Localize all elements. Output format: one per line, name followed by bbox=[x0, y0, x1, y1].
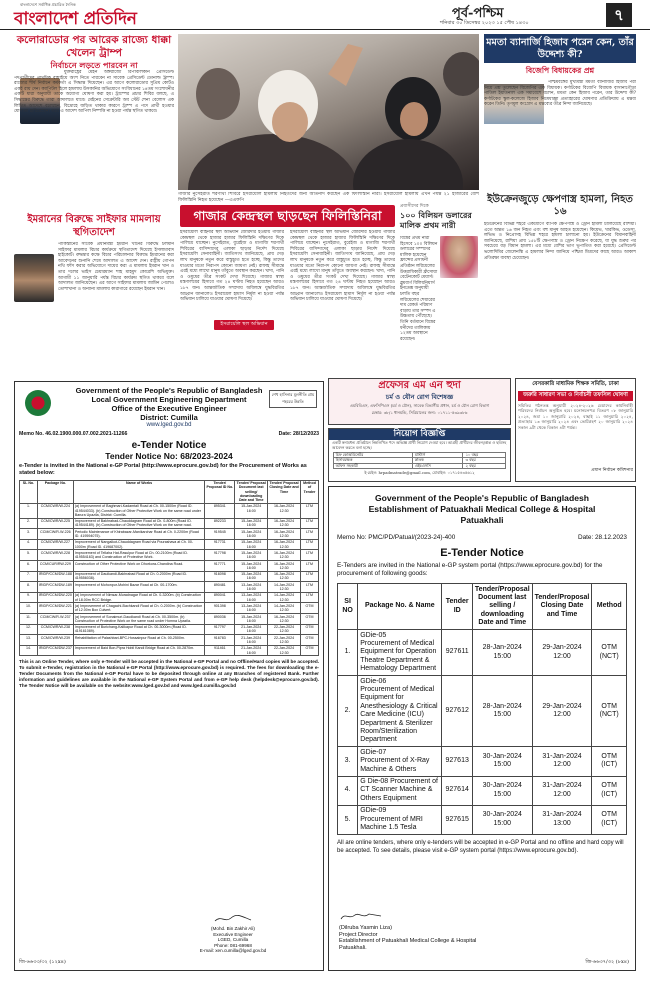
page-date: শনিবার ৩০ ডিসেম্বর ২০২৩ ১৫ পৌষ ১৪৩০ bbox=[440, 20, 529, 26]
table-cell: 14-Jan-2024 12:30 bbox=[268, 582, 301, 593]
lged-org: Local Government Engineering Department bbox=[91, 395, 247, 404]
billionaire-kicker: প্রবাসীদের দিকে bbox=[400, 204, 429, 209]
recruitment-contact: ই-মেইল: hrpadmatrade@gmail.com, মোবাইল: ০১৭১৫৪৩৫৬১২ bbox=[364, 470, 475, 476]
table-cell: 9. bbox=[20, 592, 38, 603]
pmc-city: Patuakhali bbox=[460, 515, 504, 525]
table-cell: G Die-08 Procurement of CT Scanner Machine & Others Equipment bbox=[358, 776, 442, 805]
mamata-headline: মমতা ব্যানার্জি হিজাব পরেন কেন, তাঁর উদ্দেশ্য কী? bbox=[486, 37, 634, 60]
mamata-headline-box bbox=[484, 34, 636, 63]
lged-website: www.lged.gov.bd bbox=[146, 422, 192, 428]
pmc-header-cell: Tender ID bbox=[442, 584, 472, 630]
table-cell: 22-Jan-2024 12:30 bbox=[268, 635, 301, 646]
lged-signature-icon bbox=[213, 914, 253, 924]
table-cell: (a) Improvement of Sonaimuri-Daudkandi Road at Ch. 00-3500m. (b) Construction of Protective Work on the same road under Homna Upazila. bbox=[73, 613, 205, 624]
pmc-footer: All are online tenders, where only e-tenders will be accepted in e-GP Portal and no offline and hard copy will be accepted. To see details, please visit e-GP system portal (https://www.eprocure.gov.bd). bbox=[337, 839, 624, 854]
table-cell: 5. bbox=[20, 550, 38, 561]
pmc-title: E-Tender Notice bbox=[440, 547, 524, 559]
table-cell: 895341 bbox=[205, 503, 235, 518]
table-cell: 916098 bbox=[205, 571, 235, 582]
trump-body: যুক্তরাষ্ট্রের মেইন অঙ্গরাজ্যে রিপাবলিকান প্রেসিডেন্ট পদপ্রার্থীদের প্রাথমিক বাছাইয়ে অংশ নিতে পারবেন না সাবেক প্রেসিডেন্ট ডোনাল্ড ট্রাম্প। রাজ্যের শীর্ষ নির্বাচন কর্মকর্তা এ সিদ্ধান্ত দিয়েছেন। এর আগে কলোরাডোর সুপ্রিম কোর্টও একই রায় দেন। ক্যাপিটল হিলে হামলায় উসকানির অভিযোগে সংবিধানের ১৪তম সংশোধনীর একটি ধারা অনুযায়ী তাকে অযোগ্য ঘোষণা করা হয়। ট্রাম্পের প্রচার শিবির বলছে, এ সিদ্ধান্তের বিরুদ্ধে তারা আদালতে যাবে। মেইনের সেক্রেটারি অব স্টেট শেনা বেলোস এক লিখিত আদেশে বলেছেন, বিদ্রোহে জড়িত থাকার কারণে ট্রাম্প এ পদে প্রার্থী হওয়ার যোগ্যতা হারিয়েছেন। তবে এ আদেশ আপিল নিষ্পত্তি না হওয়া পর্যন্ত স্থগিত থাকবে। bbox=[14, 70, 174, 115]
table-cell: 28-Jan-2024 15:00 bbox=[472, 676, 532, 747]
table-cell: 30-Jan-2024 15:00 bbox=[472, 805, 532, 834]
lged-gov: Government of the People's Republic of Bangladesh bbox=[75, 386, 263, 395]
table-cell: ৩ বছর bbox=[463, 458, 506, 464]
table-cell: 12. bbox=[20, 624, 38, 635]
table-cell: 919545 bbox=[205, 529, 235, 540]
table-cell: 15-Jan-2024 16:00 bbox=[235, 571, 268, 582]
table-cell: 927614 bbox=[442, 776, 472, 805]
table-cell: 4. bbox=[20, 539, 38, 550]
table-cell: 927615 bbox=[442, 805, 472, 834]
election-body: সমিতির গঠনতন্ত্র অনুযায়ী ২০২৪-২০২৬ মেয়াদের কার্যনির্বাহী পরিষদের নির্বাচন অনুষ্ঠিত হবে। মনোনয়নপত্র বিতরণ ০৮ জানুয়ারি ২০২৪, জমা ১০ জানুয়ারি ২০২৪, বাছাই ১১ জানুয়ারি ২০২৪, প্রত্যাহার ১৩ জানুয়ারি ২০২৪ এবং ভোটগ্রহণ ২০ জানুয়ারি ২০২৪ সকাল ৯টা থেকে বিকাল ৪টা পর্যন্ত। bbox=[518, 403, 633, 430]
billionaire-body: বিশ্বের প্রথম নারী হিসেবে ১০০ বিলিয়ন ডলারের সম্পদের মালিক হয়েছেন ফ্রান্সের প্রসাধনী প্রতিষ্ঠান লরিয়েলের উত্তরাধিকারী ফ্রঁসোয়া বেটেনকোর্ট মেয়ার্স। ব্লুমবার্গ বিলিয়নিয়ার্স ইনডেক্স অনুযায়ী চলতি বছর লরিয়েলের শেয়ারের দাম রেকর্ড পরিমাণ বাড়ায় তার সম্পদ এ উচ্চতায় পৌঁছেছে। তিনি বর্তমানে বিশ্বের ধনীদের তালিকায় ১২তম অবস্থানে রয়েছেন। bbox=[400, 236, 438, 342]
table-row bbox=[20, 503, 319, 518]
table-cell: 3. bbox=[20, 529, 38, 540]
table-cell: 14-Jan-2024 12:30 bbox=[268, 592, 301, 603]
table-cell: OTM (ICT) bbox=[592, 747, 627, 776]
table-cell: 16-Jan-2024 12:30 bbox=[268, 613, 301, 624]
table-cell: GDie-09 Procurement of MRI Machine 1.5 Tesla bbox=[358, 805, 442, 834]
table-cell: এইচএসসি bbox=[412, 463, 463, 469]
newspaper-logo: বাংলাদেশে সর্বাধিক প্রচারিত দৈনিক বাংলাদেশ প্রতিদিন bbox=[14, 2, 137, 29]
table-cell: OTM (ICT) bbox=[592, 776, 627, 805]
table-cell: 16-Jan-2024 12:30 bbox=[268, 518, 301, 529]
table-row bbox=[20, 613, 319, 624]
pmc-header-cell: Package No. & Name bbox=[358, 584, 442, 630]
table-cell: 890481 bbox=[205, 582, 235, 593]
table-cell: 927612 bbox=[442, 676, 472, 747]
lged-header-cell: SL No. bbox=[20, 480, 38, 503]
table-row bbox=[338, 776, 627, 805]
table-cell: Improvement of Tellaha Hat-Rasulpur Road at Ch. 00-2100m (Road ID. 419554163) and Construction of Protective Work. bbox=[73, 550, 205, 561]
gaza-headline: গাজার কেন্দ্রস্থল ছাড়ছেন ফিলিস্তিনিরা bbox=[193, 208, 382, 223]
table-cell: 2. bbox=[338, 676, 358, 747]
table-cell: OTM bbox=[301, 624, 319, 635]
lged-district: District: Cumilla bbox=[140, 413, 198, 422]
table-cell: GDie-07 Procurement of X-Ray Machine & Others bbox=[358, 747, 442, 776]
table-cell: 31-Jan-2024 13:00 bbox=[532, 805, 592, 834]
table-cell: 30-Jan-2024 15:00 bbox=[472, 776, 532, 805]
page-number: ৭ bbox=[606, 3, 632, 27]
lged-sign-phone: Phone: 081-69968 bbox=[214, 942, 252, 948]
lged-header-cell: Package No. bbox=[37, 480, 73, 503]
pmc-sign-city: Patuakhali. bbox=[339, 945, 367, 952]
table-cell: 21-Jan-2024 16:00 bbox=[235, 645, 268, 656]
table-cell: 1. bbox=[338, 630, 358, 676]
table-cell: 917797 bbox=[205, 624, 235, 635]
table-cell: 4. bbox=[338, 776, 358, 805]
table-row bbox=[20, 582, 319, 593]
ukraine-body: ইউক্রেনের বিভিন্ন শহরে একযোগে ব্যাপক ক্ষেপণাস্ত্র ও ড্রোন হামলা চালিয়েছে রাশিয়া। এতে অন্তত ১৬ জন নিহত এবং বহু মানুষ আহত হয়েছেন। কিয়েভ, খারকিভ, ওডেসা, লভিভ ও নিপ্রোসহ বিভিন্ন শহরে হামলা চালানো হয়। ইউক্রেনের বিমানবাহিনী জানিয়েছে, রাশিয়া প্রায় ১৫৮টি ক্ষেপণাস্ত্র ও ড্রোন নিক্ষেপ করেছে, যা যুদ্ধ শুরুর পর সবচেয়ে বড় বিমান হামলা। এর মধ্যে বেশির ভাগ ভূপাতিত করা হয়েছে। প্রেসিডেন্ট ভলোদিমির জেলেনস্কি এ হামলার নিন্দা জানিয়ে পশ্চিমা মিত্রদের কাছে আরও আকাশ প্রতিরক্ষা ব্যবস্থা চেয়েছেন। bbox=[484, 222, 636, 261]
table-cell: ১০ বছর bbox=[463, 452, 506, 458]
table-cell: 927611 bbox=[442, 630, 472, 676]
recruitment-ad bbox=[328, 428, 511, 482]
pmc-ref: জি-৬৬৩৭/৩২ (৮x৪) bbox=[585, 959, 629, 965]
table-cell: (a) Improvement of Nimsar-Muradnagar Road at Ch. 0-3200m. (b) Construction of 18.00m RCC Bridge. bbox=[73, 592, 205, 603]
pmc-header-cell: Tender/Proposal Document last selling / downloading Date and Time bbox=[472, 584, 532, 630]
table-cell: LTM bbox=[301, 560, 319, 571]
table-cell: (a) Improvement of Baghmari-Kadamtali Road at Ch. 00-1500m (Road ID. 419544033). (b) Construction of Other Protective Work on the same road under Barura Upazila, District: Cumilla. bbox=[73, 503, 205, 518]
pmc-header-cell: Method bbox=[592, 584, 627, 630]
doctor-ad-title: প্রফেসর এম এন হুদা bbox=[378, 380, 461, 391]
election-title: জরুরি সাধারণ সভা ও নির্বাচনী তফসিল ঘোষণা bbox=[518, 391, 633, 401]
table-cell: 29-Jan-2024 12:00 bbox=[532, 630, 592, 676]
table-cell: OTM bbox=[301, 603, 319, 614]
table-cell: OTM (NCT) bbox=[592, 630, 627, 676]
table-row bbox=[338, 747, 627, 776]
pmc-tender-table bbox=[337, 583, 627, 835]
pmc-org: Establishment of Patuakhali Medical College & Hospital bbox=[368, 504, 596, 514]
billionaire-story bbox=[400, 202, 480, 374]
lged-header-cell: Tender/ Proposal Document last selling/ downloading Date and Time bbox=[236, 481, 266, 502]
table-cell: চিফ কোঅর্ডিনেটর bbox=[333, 452, 412, 458]
table-cell: 1. bbox=[20, 503, 38, 518]
table-cell: 890041 bbox=[205, 592, 235, 603]
table-cell: হিসাবরক্ষক bbox=[333, 458, 412, 464]
table-cell: 15-Jan-2024 16:00 bbox=[235, 613, 268, 624]
table-cell: LTM bbox=[301, 539, 319, 550]
table-cell: IRIDP/CCM/DW-188 bbox=[37, 571, 73, 582]
table-row bbox=[20, 529, 319, 540]
table-cell: 7. bbox=[20, 571, 38, 582]
table-cell: 10. bbox=[20, 603, 38, 614]
ukraine-headline: ইউক্রেনজুড়ে ক্ষেপণাস্ত্র হামলা, নিহত ১৬ bbox=[487, 194, 633, 217]
lged-sign-email: E-mail: xen.cumilla@lged.gov.bd bbox=[199, 948, 267, 954]
table-row bbox=[20, 645, 319, 656]
table-cell: 3. bbox=[338, 747, 358, 776]
table-cell: 15-Jan-2024 16:00 bbox=[235, 539, 268, 550]
table-row bbox=[20, 560, 319, 571]
lged-header-cell: Name of Works bbox=[73, 480, 205, 503]
table-cell: CCM/CW/R-W-226 bbox=[37, 529, 73, 540]
imran-headline: ইমরানের বিরুদ্ধে সাইফার মামলায় স্থগিতাদেশ bbox=[27, 214, 161, 238]
gaza-story bbox=[180, 230, 395, 374]
table-cell: 15-Jan-2024 16:00 bbox=[235, 503, 268, 518]
table-cell: 14-Jan-2024 12:30 bbox=[268, 603, 301, 614]
table-cell: 6. bbox=[20, 560, 38, 571]
billionaire-photo bbox=[440, 236, 478, 278]
pmc-signature-block bbox=[339, 910, 509, 952]
pmc-intro: E-Tenders are invited in the National e-GP system portal (https://www.eprocure.gov.bd) for the procurement of following goods: bbox=[337, 562, 603, 577]
table-row bbox=[20, 539, 319, 550]
table-cell: অফিস সহকারী bbox=[333, 463, 412, 469]
table-cell: 15-Jan-2024 16:00 bbox=[235, 560, 268, 571]
table-cell: 16-Jan-2024 12:30 bbox=[268, 560, 301, 571]
lged-date: Date: 28/12/2023 bbox=[278, 431, 319, 437]
lged-sign-title: Executive Engineer bbox=[213, 931, 253, 937]
pmc-signature-icon bbox=[339, 910, 383, 922]
table-cell: 11. bbox=[20, 613, 38, 624]
gaza-body-2: ইসরায়েলি বাহিনীর স্থল অভিযান জোরদার হওয়ায় গাজার কেন্দ্রস্থল থেকে হাজার হাজার ফিলিস্তিনি দক্ষিণের দিকে পালিয়ে যাচ্ছেন। নুসেইরাত, বুরেইজ ও মাগাজি শরণার্থী শিবিরের বাসিন্দাদের এলাকা ছাড়ার নির্দেশ দিয়েছে ইসরায়েলি সেনাবাহিনী। জাতিসংঘ জানিয়েছে, প্রায় দেড় লাখ মানুষকে নতুন করে বাস্তুচ্যুত হতে হচ্ছে, কিন্তু তাদের যাওয়ার মতো নিরাপদ কোনো জায়গা নেই। রাফাহ সীমান্তে এরই মধ্যে লাখো মানুষ তাঁবুতে অবস্থান করছেন। খাদ্য, পানি ও ওষুধের তীব্র সংকট দেখা দিয়েছে। গাজার স্বাস্থ্য মন্ত্রণালয়ের হিসাবে গত ২৪ ঘণ্টায় নিহত হয়েছেন আরও ১৮৭ জন। আন্তর্জাতিক সম্প্রদায় অবিলম্বে যুদ্ধবিরতির আহ্বান জানালেও ইসরায়েল হামাস নির্মূল না হওয়া পর্যন্ত অভিযান চালিয়ে যাওয়ার ঘোষণা দিয়েছে। bbox=[290, 230, 395, 303]
imran-story bbox=[14, 214, 174, 374]
table-cell: LTM bbox=[301, 529, 319, 540]
imran-photo bbox=[14, 254, 54, 302]
table-cell: LTM bbox=[301, 503, 319, 518]
table-cell: Improvement of Nangalkot-Chauddagram Road via Pourashava at Ch. 00-1000m (Road ID. 419687002). bbox=[73, 539, 205, 550]
table-cell: 16-Jan-2024 12:30 bbox=[268, 550, 301, 561]
lged-intro: e-Tender is invited in the National e-GP Portal (http://www.eprocure.gov.bd) for the Procurement of Works as stated below: bbox=[19, 463, 307, 476]
table-cell: CCM/CWR/W-239 bbox=[37, 635, 73, 646]
table-cell: 916783 bbox=[205, 635, 235, 646]
table-cell: 28-Jan-2024 15:00 bbox=[472, 630, 532, 676]
lged-memo-line bbox=[19, 431, 319, 437]
table-cell: LTM bbox=[301, 592, 319, 603]
pmc-sign-title: Project Director bbox=[339, 931, 378, 938]
lged-sign-org: LGED, Cumilla bbox=[217, 937, 249, 943]
table-cell: 29-Jan-2024 12:00 bbox=[532, 676, 592, 747]
table-cell: IRIDP/CCM/DW-220 bbox=[37, 592, 73, 603]
pmc-date: Date: 28.12.2023 bbox=[577, 534, 627, 541]
table-row bbox=[20, 550, 319, 561]
table-cell: 16-Jan-2024 12:30 bbox=[268, 539, 301, 550]
table-cell: Construction of Other Protective Work on Dhorkora-Chandina Road. bbox=[73, 560, 205, 571]
table-cell: 30-Jan-2024 15:00 bbox=[472, 747, 532, 776]
table-row bbox=[20, 571, 319, 582]
table-cell: CCM/CWR/W-227 bbox=[37, 539, 73, 550]
doctor-ad-subtitle: চর্ম ও যৌন রোগ বিশেষজ্ঞ bbox=[385, 393, 454, 401]
election-org: বেসরকারি মাধ্যমিক শিক্ষক সমিতি, ঢাকা bbox=[532, 381, 619, 387]
table-row bbox=[20, 518, 319, 529]
table-row bbox=[338, 630, 627, 676]
election-sign: প্রধান নির্বাচন কমিশনার bbox=[591, 468, 633, 473]
gaza-photo-illustration bbox=[178, 34, 479, 190]
table-cell: 917731 bbox=[205, 539, 235, 550]
gaza-kicker: ইসরায়েলি স্থল অভিযান bbox=[214, 320, 274, 330]
table-cell: 22-Jan-2024 12:30 bbox=[268, 624, 301, 635]
table-cell: 15-Jan-2024 16:00 bbox=[235, 550, 268, 561]
pmc-sign-org: Establishment of Patuakhali Medical College & Hospital bbox=[339, 938, 477, 945]
table-cell: Improvement of Bakhrabad-Chauddagram Road at Ch. 0-800m (Road ID. 419544189). (b) Construction of Other Protective Work on the same road. bbox=[73, 518, 205, 529]
election-notice bbox=[515, 378, 636, 482]
lged-slogan: শেখ হাসিনার মূলনীতি গ্রাম শহরের উন্নতি bbox=[269, 390, 317, 408]
table-cell: Improvement of Burichang-Kalikapur Road at Ch. 00-3000m (Road ID. 419161089). bbox=[73, 624, 205, 635]
recruitment-title: নিয়োগ বিজ্ঞপ্তি bbox=[329, 429, 510, 440]
lged-signature-block bbox=[183, 914, 283, 954]
gaza-photo-caption: গাজার নুসেইরাত শরণার্থী শিবিরে ইসরায়েলি হামলায় নিহতদের জন্য আর্তনাদ করছেন এক ফিলিস্তিনি নারী। ইসরায়েলি হামলায় এখন পর্যন্ত ২১ হাজারের বেশি ফিলিস্তিনি নিহত হয়েছেন —এএফপি bbox=[178, 192, 479, 203]
ukraine-story bbox=[484, 194, 636, 374]
lged-office: Office of the Executive Engineer bbox=[111, 404, 227, 413]
table-cell: CCM/CWR/W-238 bbox=[37, 624, 73, 635]
lged-logo bbox=[25, 390, 51, 416]
table-cell: 892233 bbox=[205, 518, 235, 529]
table-cell: স্নাতক bbox=[412, 458, 463, 464]
table-cell: 16-Jan-2024 12:30 bbox=[268, 571, 301, 582]
table-row bbox=[20, 592, 319, 603]
table-cell: CCM/CWR/W-228 bbox=[37, 550, 73, 561]
table-cell: IRIDP/CCM/DW-237 bbox=[37, 645, 73, 656]
lged-header-cell: Tender/ Proposal Closing Date and Time bbox=[268, 480, 301, 503]
masthead bbox=[0, 0, 650, 30]
table-cell: 901398 bbox=[205, 603, 235, 614]
lged-footer: This is an Online Tender, where only e-Tender will be accepted in the National e-GP Portal and no Offline/Hard copies will be accepted. To submit e-Tender, registration in the National e-GP Portal (http://www.eprocure.gov.bd) is required. The fees for downloading the e-Tender Documents from the National e-GP Portal have to be deposited through online at any Branches of registered Bank. Further information and guidelines are available in the National e-GP System Portal and from e-GP help desk (helpdesk@eprocure.gov.bd). The Tender Notice will be available on the website:www.lged.gov.bd and www.lged.cumilla.gov.bd bbox=[19, 659, 319, 688]
table-cell: (a) Improvement of Chagachi-Bachkandi Road at Ch. 0-2000m. (b) Construction of 12.00m Box Culvert. bbox=[73, 603, 205, 614]
table-cell: Rehabilitation of Palashbari-BPC-Hossainpur Road at Ch. 00-2500m. bbox=[73, 635, 205, 646]
table-cell: GDie-05 Procurement of Medical Equipment for Operation Theatre Department & Hematology Department bbox=[358, 630, 442, 676]
trump-headline: কলোরাডোর পর আরেক রাজ্যে ধাক্কা খেলেন ট্রাম্প bbox=[16, 34, 172, 59]
table-cell: 31-Jan-2024 12:00 bbox=[532, 776, 592, 805]
trump-subhead: নির্বাচনে লড়তে পারবেন না bbox=[50, 60, 138, 70]
doctor-ad-chamber: চেম্বার: ৩৮/১ ধানমন্ডি, সিরিয়ালের জন্য: ০১৭১১-৫৩৯৩৮৬ bbox=[371, 410, 468, 415]
table-cell: OTM (ICT) bbox=[592, 805, 627, 834]
pmc-gov: Government of the People's Republic of Bangladesh bbox=[374, 493, 590, 503]
section-title: পূর্ব-পশ্চিম bbox=[452, 6, 504, 21]
gaza-photo bbox=[178, 34, 479, 190]
mamata-subhead: বিজেপি বিধায়কের প্রশ্ন bbox=[525, 66, 595, 75]
table-cell: 890036 bbox=[205, 613, 235, 624]
table-row bbox=[20, 603, 319, 614]
table-cell: Improvement of Mohonpur-Mohini Bazar Road at Ch. 00-1700m. bbox=[73, 582, 205, 593]
table-cell: OTM bbox=[301, 613, 319, 624]
lged-header-cell: Tender/ Proposal ID No. bbox=[205, 480, 235, 503]
table-cell: 22-Jan-2024 12:30 bbox=[268, 645, 301, 656]
table-cell: CCM/CW/R-W-237 bbox=[37, 613, 73, 624]
table-cell: 13-Jan-2024 16:00 bbox=[235, 603, 268, 614]
lged-memo: Memo No. 46.02.1900.000.07.002.2021-11266 bbox=[19, 431, 128, 437]
mamata-body: পশ্চিমবঙ্গের মুখ্যমন্ত্রী মমতা ব্যানার্জির হিজাব পরা নিয়ে প্রশ্ন তুলেছেন বিজেপির এক বিধায়ক। কর্ণাটকের বিজেপি বিধায়ক বাসানাগৌড়া পাতিল ইয়াতনাল এক সমাবেশে বলেন, মমতা কেন হিজাব পরেন, তার উদ্দেশ্য কী? কর্ণাটকের স্কুল-কলেজে হিজাব নিষেধাজ্ঞা প্রত্যাহারের ঘোষণার প্রতিক্রিয়ায় এ মন্তব্য করেন তিনি। তৃণমূল কংগ্রেস এ মন্তব্যের তীব্র নিন্দা জানিয়েছে। bbox=[484, 80, 636, 108]
table-cell: 15-Jan-2024 16:00 bbox=[235, 529, 268, 540]
mamata-story bbox=[484, 34, 636, 189]
table-cell: CCM/CUR/RW-229 bbox=[37, 560, 73, 571]
table-cell: LTM bbox=[301, 518, 319, 529]
table-row bbox=[338, 805, 627, 834]
table-cell: 16-Jan-2024 12:30 bbox=[268, 529, 301, 540]
table-cell: 917771 bbox=[205, 560, 235, 571]
table-cell: 5. bbox=[338, 805, 358, 834]
lged-sign-name: (Mohd. Bin Zakhir Ali) bbox=[211, 926, 255, 932]
lged-title: e-Tender Notice bbox=[131, 440, 207, 451]
pmc-sign-name: (Dilruba Yasmin Liza) bbox=[339, 924, 392, 931]
table-cell: 911461 bbox=[205, 645, 235, 656]
table-cell: 13-Jan-2024 16:00 bbox=[235, 592, 268, 603]
pmc-header-cell: SI NO bbox=[338, 584, 358, 630]
table-row bbox=[20, 624, 319, 635]
pmc-header-cell: Tender/Proposal Closing Date and Time bbox=[532, 584, 592, 630]
billionaire-headline: ১০০ বিলিয়ন ডলারের মালিক প্রথম নারী bbox=[400, 210, 472, 230]
doctor-ad-details: এমবিবিএস, এফসিপিএস (চর্ম ও যৌন), সাবেক বিভাগীয় প্রধান, চর্ম ও যৌন রোগ বিভাগ bbox=[349, 403, 490, 408]
recruitment-body: একটি স্বনামধন্য প্রতিষ্ঠানে নিম্নলিখিত পদে অভিজ্ঞ প্রার্থী নিয়োগ দেওয়া হবে। আগ্রহী প্রার্থীদের জীবনবৃত্তান্ত ও ছবিসহ আবেদন করতে বলা হচ্ছে। bbox=[332, 440, 507, 450]
table-cell: OTM bbox=[301, 635, 319, 646]
table-cell: 2. bbox=[20, 518, 38, 529]
recruitment-table bbox=[333, 452, 507, 470]
lged-tender-notice bbox=[14, 381, 324, 971]
trump-story bbox=[14, 34, 174, 194]
table-cell: মাস্টার্স bbox=[412, 452, 463, 458]
doctor-ad bbox=[328, 378, 511, 425]
lged-ref: জি-৬৬৩৩/৩২ (১২x৪) bbox=[19, 959, 66, 965]
gaza-headline-bar bbox=[180, 205, 395, 227]
pmc-memo: Memo No: PMC/PD/Patual/(2023-24)-400 bbox=[337, 534, 456, 541]
patuakhali-tender-notice bbox=[328, 486, 636, 971]
table-cell: Improvement of Baid Bon-Pipra Hobil Kandi Bridge Road at Ch. 00-2870m. bbox=[73, 645, 205, 656]
table-cell: OTM bbox=[301, 645, 319, 656]
table-cell: IRIDP/CCM/DW-221 bbox=[37, 603, 73, 614]
table-cell: 8. bbox=[20, 582, 38, 593]
table-cell: 15-Jan-2024 16:00 bbox=[235, 518, 268, 529]
table-cell: Improvement of Dauikandi-Bakhrabad Road at Ch. 0-2000m (Road ID. 419556038). bbox=[73, 571, 205, 582]
table-row bbox=[338, 676, 627, 747]
table-cell: 927613 bbox=[442, 747, 472, 776]
table-cell: 16-Jan-2024 12:30 bbox=[268, 503, 301, 518]
table-cell: OTM (NCT) bbox=[592, 676, 627, 747]
table-cell: IRIDP/CCM/DW-189 bbox=[37, 582, 73, 593]
imran-body: পাকিস্তানের সাবেক প্রধানমন্ত্রী ইমরান খানের বিরুদ্ধে চলমান সাইফার মামলার বিচার কার্যক্রমে স্থগিতাদেশ দিয়েছে ইসলামাবাদ হাইকোর্ট। রুদ্ধদ্বার কক্ষে বিচার পরিচালনার বিরুদ্ধে ইমরানের করা আবেদনের শুনানি শেষে আদালত এ আদেশ দেন। রাষ্ট্রীয় গোপন নথি ফাঁস করার অভিযোগে দায়ের করা এ মামলায় ইমরান খান ও তার দলের ভাইস চেয়ারম্যান শাহ মাহমুদ কোরেশি অভিযুক্ত। আগামী ১১ জানুয়ারি পর্যন্ত বিচার কার্যক্রম স্থগিত থাকবে বলে আদালত জানিয়েছেন। এর আগে সাইফার মামলায় জামিন পেলেও তোশাখানা ও অন্যান্য মামলায় কারাগারে রয়েছেন ইমরান খান। bbox=[58, 242, 174, 292]
table-row bbox=[333, 463, 506, 469]
table-row bbox=[20, 635, 319, 646]
table-cell: CCM/CWR/W-225 bbox=[37, 518, 73, 529]
lged-tender-table bbox=[19, 480, 319, 657]
gaza-body-1: ইসরায়েলি বাহিনীর স্থল অভিযান জোরদার হওয়ায় গাজার কেন্দ্রস্থল থেকে হাজার হাজার ফিলিস্তিনি দক্ষিণের দিকে পালিয়ে যাচ্ছেন। নুসেইরাত, বুরেইজ ও মাগাজি শরণার্থী শিবিরের বাসিন্দাদের এলাকা ছাড়ার নির্দেশ দিয়েছে ইসরায়েলি সেনাবাহিনী। জাতিসংঘ জানিয়েছে, প্রায় দেড় লাখ মানুষকে নতুন করে বাস্তুচ্যুত হতে হচ্ছে, কিন্তু তাদের যাওয়ার মতো নিরাপদ কোনো জায়গা নেই। রাফাহ সীমান্তে এরই মধ্যে লাখো মানুষ তাঁবুতে অবস্থান করছেন। খাদ্য, পানি ও ওষুধের তীব্র সংকট দেখা দিয়েছে। গাজার স্বাস্থ্য মন্ত্রণালয়ের হিসাবে গত ২৪ ঘণ্টায় নিহত হয়েছেন আরও ১৮৭ জন। আন্তর্জাতিক সম্প্রদায় অবিলম্বে যুদ্ধবিরতির আহ্বান জানালেও ইসরায়েল হামাস নির্মূল না হওয়া পর্যন্ত অভিযান চালিয়ে যাওয়ার ঘোষণা দিয়েছে। bbox=[180, 230, 284, 303]
table-cell: 917798 bbox=[205, 550, 235, 561]
lged-tender-no: Tender Notice No: 68/2023-2024 bbox=[105, 451, 233, 461]
table-cell: ২ বছর bbox=[463, 463, 506, 469]
table-cell: 21-Jan-2024 16:00 bbox=[235, 624, 268, 635]
table-cell: 31-Jan-2024 12:00 bbox=[532, 747, 592, 776]
table-cell: 13-Jan-2024 16:00 bbox=[235, 582, 268, 593]
table-cell: 14. bbox=[20, 645, 38, 656]
lged-header-cell: Method of Tender bbox=[301, 480, 319, 503]
table-cell: LTM bbox=[301, 582, 319, 593]
table-cell: 21-Jan-2024 16:00 bbox=[235, 635, 268, 646]
table-cell: LTM bbox=[301, 571, 319, 582]
table-cell: 13. bbox=[20, 635, 38, 646]
table-cell: LTM bbox=[301, 550, 319, 561]
table-cell: GDie-06 Procurement of Medical Equipment for Anesthesiology & Critical Care Medicine (ICU) Department & Sterilizer Room/Sterilization Department bbox=[358, 676, 442, 747]
table-cell: CCM/CWR/W-224 bbox=[37, 503, 73, 518]
pmc-memo-line bbox=[337, 534, 627, 541]
table-cell: Periodic Maintenance of Khirabazar-Manikarchar Road at Ch. 0-2200m (Road ID. 419594075). bbox=[73, 529, 205, 540]
